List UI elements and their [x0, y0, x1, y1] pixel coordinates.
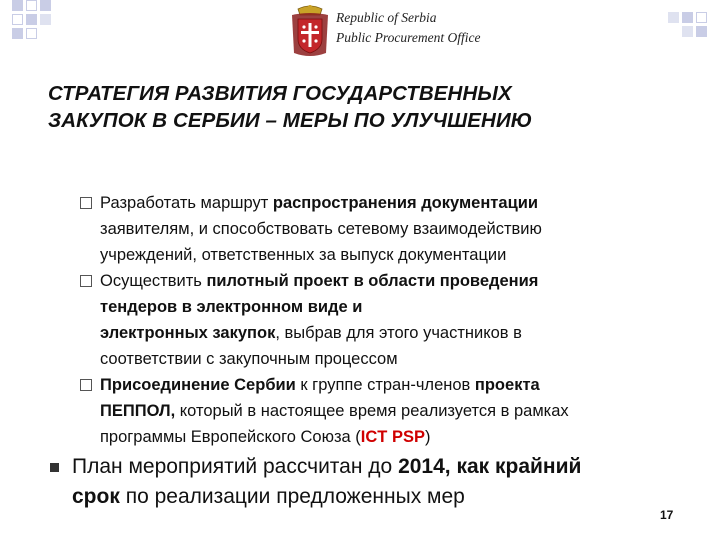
sub-bullet-item: [78, 372, 708, 450]
text-run: к группе стран-членов: [295, 376, 475, 394]
text-run: программы Европейского Союза (: [100, 428, 361, 446]
serbian-coat-of-arms-icon: [290, 3, 330, 57]
corner-square: [668, 12, 679, 23]
sub-bullet-item: [78, 268, 708, 372]
corner-square: [26, 28, 37, 39]
text-run-bold: тендеров в электронном виде и: [100, 298, 363, 316]
text-run-bold: пилотный проект в области проведения: [206, 272, 539, 290]
text-run-bold: электронных закупок: [100, 324, 276, 342]
text-run-bold: распространения документации: [272, 194, 538, 212]
text-run: соответствии с закупочным процессом: [100, 350, 398, 368]
text-run: Разработать маршрут: [100, 194, 273, 212]
sub-bullet-item: [78, 190, 708, 268]
text-run-red: ICT PSP: [360, 428, 425, 446]
text-run: учреждений, ответственных за выпуск документации: [100, 246, 507, 264]
checkbox-bullet-icon: [80, 379, 92, 391]
header-line-1: Republic of Serbia: [336, 10, 437, 25]
text-run: , выбрав для этого участников в: [275, 324, 522, 342]
text-run-bold: ПЕППОЛ,: [100, 402, 176, 420]
title-line-2: ЗАКУПОК В СЕРБИИ – МЕРЫ ПО УЛУЧШЕНИЮ: [48, 109, 533, 132]
text-run: ): [424, 428, 431, 446]
corner-square: [682, 12, 693, 23]
header-line-2: Public Procurement Office: [336, 30, 481, 45]
page-number: 17: [660, 508, 674, 522]
main-bullet-text: [50, 452, 690, 512]
main-bullet-item: [50, 452, 690, 512]
corner-square: [12, 28, 23, 39]
corner-square: [40, 0, 51, 11]
corner-square: [12, 0, 23, 11]
text-run-bold: Присоединение Сербии: [100, 376, 296, 394]
corner-square: [26, 14, 37, 25]
text-run: который в настоящее время реализуется в рамках: [175, 402, 569, 420]
text-run: План мероприятий рассчитан до: [72, 455, 399, 478]
square-bullet-icon: [50, 463, 59, 472]
text-run: Осуществить: [100, 272, 207, 290]
text-run-bold: срок: [72, 485, 120, 508]
corner-square: [696, 12, 707, 23]
text-run: по реализации предложенных мер: [119, 485, 465, 508]
text-run-bold: 2014, как крайний: [398, 455, 582, 478]
corner-square: [682, 26, 693, 37]
checkbox-bullet-icon: [80, 197, 92, 209]
title-line-1: СТРАТЕГИЯ РАЗВИТИЯ ГОСУДАРСТВЕННЫХ: [48, 82, 512, 105]
header-office-name: [336, 8, 480, 48]
corner-square: [40, 14, 51, 25]
corner-square: [12, 14, 23, 25]
sub-bullet-list: [78, 190, 708, 450]
slide-title: [48, 80, 688, 134]
text-run: заявителям, и способствовать сетевому взаимодействию: [100, 220, 542, 238]
text-run-bold: проекта: [474, 376, 540, 394]
corner-square: [696, 26, 707, 37]
checkbox-bullet-icon: [80, 275, 92, 287]
corner-square: [26, 0, 37, 11]
